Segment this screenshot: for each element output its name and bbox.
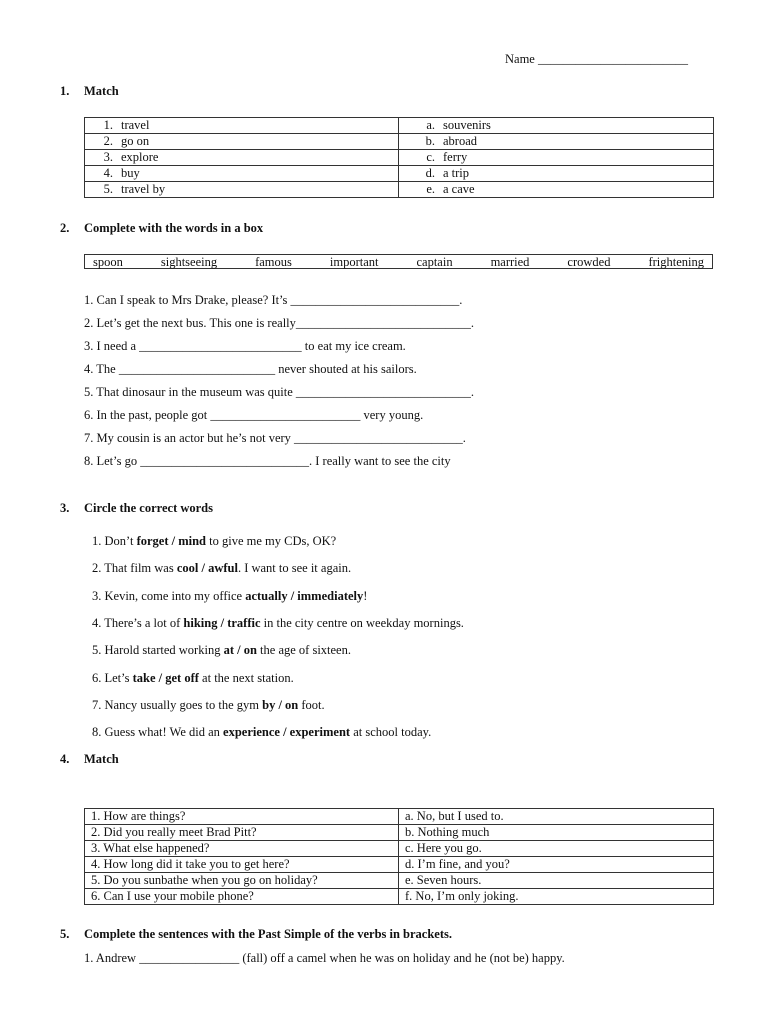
match-cell-question: 5. Do you sunbathe when you go on holiday?	[85, 873, 399, 889]
section-5-number: 5.	[60, 927, 70, 941]
item-text: abroad	[443, 134, 478, 148]
sentence-start: 4. There’s a lot of	[92, 615, 184, 630]
sentence-end: at school today.	[350, 725, 432, 740]
word-box-word: captain	[416, 255, 453, 269]
match-row	[85, 873, 714, 889]
match-cell-answer: f. No, I’m only joking.	[399, 889, 714, 905]
match-cell-term	[85, 134, 399, 150]
circle-word-item	[92, 532, 336, 550]
word-box-word: famous	[255, 255, 292, 269]
word-choices: take / get off	[132, 670, 199, 685]
word-box-word: crowded	[567, 255, 611, 269]
match-cell-question: 3. What else happened?	[85, 841, 399, 857]
section-4-title: Match	[84, 752, 119, 766]
fill-in-sentence: 1. Can I speak to Mrs Drake, please? It’s ___________________________.	[84, 293, 463, 307]
sentence-end: the age of sixteen.	[256, 643, 351, 658]
word-box-word: sightseeing	[160, 255, 218, 269]
sentence-start: 6. Let’s	[92, 670, 133, 685]
fill-in-sentence: 1. Andrew ________________ (fall) off a camel when he was on holiday and he (not be) happy.	[84, 951, 565, 965]
match-row	[85, 182, 714, 198]
match-cell-answer: e. Seven hours.	[399, 873, 714, 889]
word-box-word: important	[329, 255, 379, 269]
match-row	[85, 825, 714, 841]
item-text: a trip	[443, 166, 470, 180]
match-row	[85, 134, 714, 150]
item-marker: c.	[426, 150, 435, 164]
fill-in-sentence: 7. My cousin is an actor but he’s not very ___________________________.	[84, 431, 466, 445]
sentence-start: 7. Nancy usually goes to the gym	[92, 697, 263, 712]
section-2-title: Complete with the words in a box	[84, 221, 264, 235]
fill-in-sentence: 5. That dinosaur in the museum was quite ____________________________.	[84, 385, 475, 399]
match-cell-option	[399, 182, 714, 198]
fill-in-sentence: 8. Let’s go ___________________________. I really want to see the city	[84, 454, 451, 468]
fill-in-sentence: 3. I need a __________________________ to eat my ice cream.	[84, 339, 406, 353]
item-marker: 3.	[103, 150, 113, 164]
match-cell-question: 2. Did you really meet Brad Pitt?	[85, 825, 399, 841]
item-text: travel	[121, 118, 150, 132]
item-text: travel by	[121, 182, 166, 196]
match-row	[85, 889, 714, 905]
name-field-label: Name ________________________	[505, 52, 688, 66]
match-cell-question: 6. Can I use your mobile phone?	[85, 889, 399, 905]
word-choices: actually / immediately	[245, 588, 364, 603]
item-text: buy	[121, 166, 140, 180]
item-marker: 4.	[103, 166, 113, 180]
match-cell-answer: a. No, but I used to.	[399, 809, 714, 825]
word-choices: cool / awful	[176, 561, 238, 576]
match-cell-term	[85, 150, 399, 166]
circle-word-item	[92, 559, 351, 577]
match-table-1	[84, 117, 714, 198]
section-3-title: Circle the correct words	[84, 501, 213, 515]
match-cell-answer: b. Nothing much	[399, 825, 714, 841]
match-cell-answer: d. I’m fine, and you?	[399, 857, 714, 873]
sentence-end: foot.	[298, 697, 325, 712]
circle-word-item	[92, 587, 367, 605]
circle-word-item	[92, 669, 294, 687]
section-3-number: 3.	[60, 501, 70, 515]
match-cell-question: 4. How long did it take you to get here?	[85, 857, 399, 873]
match-row	[85, 809, 714, 825]
match-table-4	[84, 808, 714, 905]
item-text: explore	[121, 150, 159, 164]
sentence-start: 5. Harold started working	[92, 643, 224, 658]
section-1-title: Match	[84, 84, 119, 98]
section-4-number: 4.	[60, 752, 70, 766]
item-text: go on	[121, 134, 150, 148]
word-choices: at / on	[223, 643, 257, 658]
item-marker: 1.	[103, 118, 113, 132]
item-text: souvenirs	[443, 118, 491, 132]
circle-word-item	[92, 641, 351, 659]
match-cell-answer: c. Here you go.	[399, 841, 714, 857]
sentence-end: to give me my CDs, OK?	[206, 534, 337, 548]
item-marker: 5.	[103, 182, 113, 196]
word-choices: by / on	[262, 697, 299, 712]
item-text: ferry	[443, 150, 468, 164]
match-cell-question: 1. How are things?	[85, 809, 399, 825]
item-text: a cave	[443, 182, 475, 196]
word-box-word: frightening	[648, 255, 704, 269]
match-row	[85, 150, 714, 166]
word-choices: experience / experiment	[223, 725, 351, 740]
circle-word-item	[92, 723, 431, 741]
match-cell-term	[85, 182, 399, 198]
sentence-end: at the next station.	[198, 670, 294, 685]
fill-in-sentence: 4. The _________________________ never shouted at his sailors.	[84, 362, 417, 376]
sentence-start: 3. Kevin, come into my office	[92, 588, 246, 603]
item-marker: a.	[426, 118, 435, 132]
match-cell-option	[399, 118, 714, 134]
sentence-end: !	[363, 588, 368, 603]
match-cell-option	[399, 166, 714, 182]
section-1-number: 1.	[60, 84, 70, 98]
fill-in-sentence: 6. In the past, people got ________________________ very young.	[84, 408, 424, 422]
sentence-end: . I want to see it again.	[237, 561, 352, 576]
word-box-word: married	[490, 255, 530, 269]
item-marker: d.	[425, 166, 435, 180]
item-marker: b.	[425, 134, 435, 148]
match-row	[85, 166, 714, 182]
section-2-number: 2.	[60, 221, 70, 235]
match-cell-term	[85, 166, 399, 182]
sentence-start: 8. Guess what! We did an	[92, 725, 224, 740]
sentence-end: in the city centre on weekday mornings.	[260, 615, 464, 630]
circle-word-item	[92, 614, 464, 632]
match-cell-option	[399, 134, 714, 150]
fill-in-sentence: 2. Let’s get the next bus. This one is really____________________________.	[84, 316, 475, 330]
word-choices: forget / mind	[136, 534, 206, 548]
word-box	[84, 254, 713, 269]
word-choices: hiking / traffic	[183, 615, 261, 630]
word-box-word: spoon	[93, 255, 123, 269]
match-row	[85, 841, 714, 857]
match-cell-option	[399, 150, 714, 166]
item-marker: 2.	[103, 134, 113, 148]
sentence-start: 2. That film was	[92, 561, 177, 576]
item-marker: e.	[426, 182, 435, 196]
match-row	[85, 118, 714, 134]
match-row	[85, 857, 714, 873]
sentence-start: 1. Don’t	[92, 534, 137, 548]
match-cell-term	[85, 118, 399, 134]
section-5-title: Complete the sentences with the Past Simple of the verbs in brackets.	[84, 927, 453, 941]
circle-word-item	[92, 696, 325, 714]
